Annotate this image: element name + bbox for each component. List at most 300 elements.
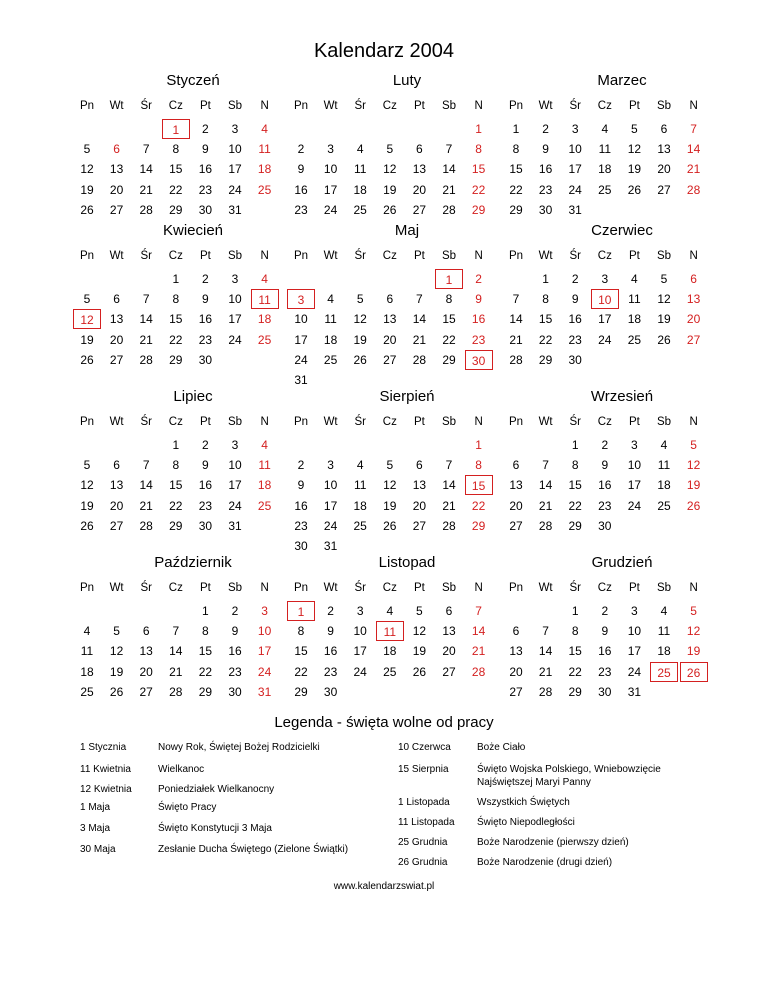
day-cell: 26 bbox=[383, 202, 397, 217]
day-cell: 23 bbox=[598, 664, 612, 679]
day-cell: 11 bbox=[657, 458, 671, 473]
legend-name: Boże Ciało bbox=[477, 742, 526, 753]
day-cell: 14 bbox=[412, 312, 427, 327]
day-cell: 11 bbox=[376, 621, 404, 641]
day-cell: 29 bbox=[568, 518, 582, 533]
day-cell: 2 bbox=[297, 142, 305, 157]
weekday-header: Śr bbox=[569, 250, 581, 262]
day-cell: 13 bbox=[509, 478, 523, 493]
day-cell: 9 bbox=[202, 458, 209, 473]
day-cell: 4 bbox=[261, 438, 268, 452]
weekday-header: Cz bbox=[597, 250, 612, 262]
day-cell: 29 bbox=[568, 684, 582, 699]
weekday-header: Sb bbox=[441, 582, 457, 594]
day-cell: 20 bbox=[109, 182, 124, 197]
legend-date: 12 Kwietnia bbox=[80, 784, 132, 795]
weekday-header: Wt bbox=[538, 582, 553, 594]
day-cell: 12 bbox=[627, 142, 642, 157]
legend-name: Wszystkich Świętych bbox=[477, 797, 570, 808]
day-cell: 29 bbox=[538, 352, 553, 367]
day-cell: 21 bbox=[686, 162, 701, 177]
day-cell: 14 bbox=[471, 624, 486, 639]
day-cell: 17 bbox=[627, 478, 642, 493]
weekday-header: Sb bbox=[441, 416, 457, 428]
day-cell: 14 bbox=[139, 162, 153, 177]
day-cell: 6 bbox=[512, 458, 520, 473]
month-block bbox=[502, 222, 742, 382]
day-cell: 30 bbox=[598, 684, 612, 699]
day-cell: 6 bbox=[416, 458, 423, 473]
weekday-header: Cz bbox=[597, 100, 612, 112]
weekday-header: Wt bbox=[109, 416, 124, 428]
day-cell: 6 bbox=[690, 272, 697, 286]
day-cell: 11 bbox=[353, 478, 367, 493]
weekday-header: N bbox=[260, 100, 269, 112]
day-cell: 7 bbox=[416, 292, 423, 307]
day-cell: 31 bbox=[257, 684, 272, 699]
day-cell: 15 bbox=[465, 475, 493, 495]
day-cell: 3 bbox=[231, 272, 239, 286]
day-cell: 20 bbox=[109, 332, 124, 347]
weekday-header: Wt bbox=[109, 582, 124, 594]
day-cell: 28 bbox=[442, 202, 456, 217]
day-cell: 13 bbox=[383, 312, 397, 327]
day-cell: 5 bbox=[83, 458, 91, 473]
day-cell: 30 bbox=[294, 539, 308, 553]
day-cell: 8 bbox=[542, 292, 549, 307]
day-cell: 31 bbox=[294, 373, 308, 387]
day-cell: 22 bbox=[169, 498, 183, 513]
day-cell: 10 bbox=[323, 478, 338, 493]
day-cell: 30 bbox=[538, 202, 553, 217]
day-cell: 20 bbox=[109, 498, 124, 513]
day-cell: 26 bbox=[109, 684, 124, 699]
day-cell: 22 bbox=[538, 332, 553, 347]
month-block bbox=[502, 388, 742, 548]
day-cell: 3 bbox=[231, 122, 239, 136]
day-cell: 24 bbox=[257, 664, 272, 679]
day-cell: 10 bbox=[228, 458, 242, 473]
day-cell: 20 bbox=[383, 332, 397, 347]
legend-date: 1 Listopada bbox=[398, 797, 450, 808]
day-cell: 28 bbox=[169, 684, 183, 699]
day-cell: 28 bbox=[509, 352, 523, 367]
day-cell: 4 bbox=[327, 292, 334, 307]
day-cell: 15 bbox=[294, 644, 308, 659]
day-cell: 12 bbox=[73, 309, 101, 329]
day-cell: 15 bbox=[442, 312, 456, 327]
day-cell: 18 bbox=[383, 644, 397, 659]
weekday-header: Cz bbox=[382, 582, 397, 594]
day-cell: 19 bbox=[412, 644, 427, 659]
day-cell: 26 bbox=[680, 662, 708, 682]
day-cell: 14 bbox=[139, 478, 153, 493]
day-cell: 12 bbox=[686, 624, 701, 639]
weekday-header: Śr bbox=[140, 100, 152, 112]
weekday-header: Sb bbox=[227, 100, 243, 112]
weekday-header: Wt bbox=[323, 416, 338, 428]
day-cell: 21 bbox=[412, 332, 427, 347]
day-cell: 5 bbox=[386, 142, 394, 157]
day-cell: 17 bbox=[598, 312, 612, 327]
day-cell: 12 bbox=[412, 624, 427, 639]
weekday-header: N bbox=[474, 416, 483, 428]
day-cell: 22 bbox=[442, 332, 456, 347]
day-cell: 8 bbox=[202, 624, 209, 639]
month-name: Lipiec bbox=[173, 388, 213, 405]
weekday-header: Wt bbox=[538, 250, 553, 262]
day-cell: 9 bbox=[327, 624, 334, 639]
day-cell: 21 bbox=[538, 498, 553, 513]
weekday-header: Cz bbox=[168, 250, 183, 262]
day-cell: 28 bbox=[139, 202, 153, 217]
day-cell: 23 bbox=[598, 498, 612, 513]
weekday-header: Sb bbox=[656, 416, 672, 428]
day-cell: 2 bbox=[475, 272, 482, 286]
day-cell: 3 bbox=[327, 458, 334, 473]
day-cell: 28 bbox=[686, 182, 701, 197]
day-cell: 13 bbox=[109, 312, 124, 327]
day-cell: 26 bbox=[686, 498, 701, 513]
day-cell: 21 bbox=[139, 182, 153, 197]
weekday-header: Pt bbox=[628, 100, 640, 112]
legend-date: 26 Grudnia bbox=[398, 857, 448, 868]
day-cell: 12 bbox=[80, 478, 94, 493]
day-cell: 6 bbox=[113, 292, 120, 307]
weekday-header: Sb bbox=[656, 100, 672, 112]
day-cell: 20 bbox=[139, 664, 153, 679]
day-cell: 31 bbox=[627, 684, 642, 699]
day-cell: 16 bbox=[471, 312, 486, 327]
legend-date: 15 Sierpnia bbox=[398, 764, 449, 775]
day-cell: 10 bbox=[294, 312, 308, 327]
day-cell: 25 bbox=[257, 182, 272, 197]
day-cell: 7 bbox=[445, 142, 453, 157]
day-cell: 2 bbox=[202, 438, 209, 452]
day-cell: 13 bbox=[412, 478, 427, 493]
day-cell: 11 bbox=[628, 292, 641, 307]
day-cell: 30 bbox=[228, 684, 242, 699]
day-cell: 20 bbox=[657, 162, 671, 177]
day-cell: 6 bbox=[386, 292, 394, 307]
legend-name: Święto Wojska Polskiego, Wniebowzięcie Najświętszej Maryi Panny bbox=[477, 764, 661, 788]
day-cell: 2 bbox=[542, 122, 549, 136]
day-cell: 16 bbox=[538, 162, 553, 177]
day-cell: 9 bbox=[542, 142, 549, 157]
day-cell: 7 bbox=[542, 458, 549, 473]
day-cell: 17 bbox=[568, 162, 582, 177]
day-cell: 24 bbox=[627, 498, 642, 513]
day-cell: 6 bbox=[512, 624, 520, 639]
day-cell: 19 bbox=[80, 332, 94, 347]
day-cell: 29 bbox=[169, 518, 183, 533]
day-cell: 14 bbox=[686, 142, 701, 157]
weekday-header: Sb bbox=[227, 416, 243, 428]
day-cell: 10 bbox=[228, 292, 242, 307]
day-cell: 8 bbox=[571, 624, 579, 639]
day-cell: 16 bbox=[294, 182, 308, 197]
day-cell: 19 bbox=[383, 498, 397, 513]
day-cell: 12 bbox=[657, 292, 671, 307]
day-cell: 12 bbox=[353, 312, 367, 327]
day-cell: 27 bbox=[412, 202, 427, 217]
month-name: Grudzień bbox=[591, 554, 653, 571]
weekday-header: Pn bbox=[508, 416, 524, 428]
weekday-header: Pn bbox=[293, 250, 309, 262]
weekday-header: Pt bbox=[413, 582, 425, 594]
weekday-header: Pn bbox=[293, 582, 309, 594]
day-cell: 1 bbox=[172, 272, 180, 286]
day-cell: 28 bbox=[412, 352, 427, 367]
month-block bbox=[73, 72, 313, 232]
day-cell: 17 bbox=[353, 644, 367, 659]
day-cell: 15 bbox=[198, 644, 213, 659]
weekday-header: Pn bbox=[293, 416, 309, 428]
day-cell: 19 bbox=[80, 498, 94, 513]
day-cell: 23 bbox=[538, 182, 553, 197]
day-cell: 31 bbox=[228, 202, 242, 217]
day-cell: 13 bbox=[139, 644, 153, 659]
day-cell: 8 bbox=[475, 142, 482, 157]
weekday-header: N bbox=[689, 250, 698, 262]
day-cell: 29 bbox=[471, 202, 486, 217]
month-name: Kwiecień bbox=[162, 222, 224, 239]
day-cell: 31 bbox=[568, 202, 582, 217]
day-cell: 9 bbox=[601, 458, 609, 473]
day-cell: 12 bbox=[686, 458, 701, 473]
day-cell: 24 bbox=[598, 332, 612, 347]
weekday-header: Wt bbox=[323, 100, 338, 112]
weekday-header: Pn bbox=[508, 250, 524, 262]
day-cell: 19 bbox=[686, 644, 701, 659]
day-cell: 2 bbox=[601, 604, 609, 618]
day-cell: 4 bbox=[83, 624, 91, 639]
weekday-header: Wt bbox=[109, 100, 124, 112]
day-cell: 8 bbox=[445, 292, 453, 307]
day-cell: 23 bbox=[568, 332, 582, 347]
day-cell: 3 bbox=[231, 438, 239, 452]
day-cell: 25 bbox=[353, 202, 367, 217]
day-cell: 5 bbox=[631, 122, 638, 136]
day-cell: 22 bbox=[169, 182, 183, 197]
weekday-header: Cz bbox=[382, 416, 397, 428]
day-cell: 19 bbox=[109, 664, 124, 679]
day-cell: 3 bbox=[601, 272, 609, 286]
day-cell: 30 bbox=[323, 684, 338, 699]
legend-name: Zesłanie Ducha Świętego (Zielone Świątki) bbox=[158, 844, 349, 855]
day-cell: 9 bbox=[601, 624, 609, 639]
day-cell: 1 bbox=[571, 438, 579, 452]
day-cell: 7 bbox=[142, 458, 150, 473]
day-cell: 6 bbox=[113, 142, 120, 157]
day-cell: 7 bbox=[475, 604, 482, 618]
day-cell: 20 bbox=[412, 182, 427, 197]
day-cell: 27 bbox=[509, 518, 523, 533]
day-cell: 4 bbox=[660, 438, 668, 452]
day-cell: 24 bbox=[228, 332, 242, 347]
day-cell: 26 bbox=[80, 518, 94, 533]
day-cell: 29 bbox=[294, 684, 308, 699]
day-cell: 23 bbox=[323, 664, 338, 679]
day-cell: 3 bbox=[287, 289, 315, 309]
day-cell: 28 bbox=[139, 518, 153, 533]
legend-date: 30 Maja bbox=[80, 844, 116, 855]
day-cell: 17 bbox=[228, 478, 242, 493]
day-cell: 14 bbox=[169, 644, 183, 659]
day-cell: 13 bbox=[442, 624, 456, 639]
day-cell: 9 bbox=[571, 292, 579, 307]
day-cell: 10 bbox=[323, 162, 338, 177]
day-cell: 9 bbox=[475, 292, 482, 307]
month-name: Czerwiec bbox=[591, 222, 653, 239]
legend-date: 1 Stycznia bbox=[80, 742, 127, 753]
day-cell: 13 bbox=[109, 162, 124, 177]
day-cell: 24 bbox=[323, 518, 338, 533]
day-cell: 10 bbox=[568, 142, 582, 157]
day-cell: 22 bbox=[471, 498, 486, 513]
day-cell: 21 bbox=[139, 332, 153, 347]
day-cell: 11 bbox=[258, 142, 271, 157]
day-cell: 29 bbox=[509, 202, 523, 217]
legend-date: 10 Czerwca bbox=[398, 742, 451, 753]
day-cell: 6 bbox=[416, 142, 423, 157]
month-block bbox=[287, 72, 527, 232]
day-cell: 25 bbox=[80, 684, 94, 699]
day-cell: 15 bbox=[568, 478, 582, 493]
day-cell: 27 bbox=[109, 518, 124, 533]
weekday-header: Śr bbox=[140, 250, 152, 262]
weekday-header: Pt bbox=[628, 582, 640, 594]
day-cell: 17 bbox=[323, 182, 338, 197]
day-cell: 25 bbox=[323, 352, 338, 367]
day-cell: 21 bbox=[169, 664, 183, 679]
day-cell: 22 bbox=[509, 182, 523, 197]
month-name: Sierpień bbox=[379, 388, 435, 405]
day-cell: 17 bbox=[627, 644, 642, 659]
day-cell: 12 bbox=[109, 644, 124, 659]
weekday-header: Pn bbox=[79, 100, 95, 112]
day-cell: 29 bbox=[198, 684, 213, 699]
day-cell: 13 bbox=[509, 644, 523, 659]
weekday-header: N bbox=[260, 416, 269, 428]
weekday-header: Śr bbox=[569, 416, 581, 428]
month-block bbox=[73, 554, 313, 714]
day-cell: 1 bbox=[475, 122, 482, 136]
day-cell: 5 bbox=[113, 624, 120, 639]
weekday-header: Śr bbox=[140, 416, 152, 428]
day-cell: 1 bbox=[287, 601, 315, 621]
day-cell: 17 bbox=[294, 332, 308, 347]
day-cell: 31 bbox=[323, 539, 338, 553]
weekday-header: Śr bbox=[569, 100, 581, 112]
legend-name: Boże Narodzenie (drugi dzień) bbox=[477, 857, 613, 868]
weekday-header: Śr bbox=[354, 582, 366, 594]
day-cell: 1 bbox=[571, 604, 579, 618]
weekday-header: Pt bbox=[628, 416, 640, 428]
day-cell: 15 bbox=[509, 162, 523, 177]
day-cell: 20 bbox=[509, 664, 523, 679]
weekday-header: Pt bbox=[413, 416, 425, 428]
month-block bbox=[502, 72, 742, 232]
month-name: Luty bbox=[392, 72, 422, 89]
day-cell: 7 bbox=[142, 142, 150, 157]
weekday-header: Wt bbox=[323, 250, 338, 262]
day-cell: 28 bbox=[538, 684, 553, 699]
day-cell: 22 bbox=[294, 664, 308, 679]
day-cell: 18 bbox=[598, 162, 612, 177]
weekday-header: N bbox=[689, 416, 698, 428]
day-cell: 30 bbox=[198, 518, 213, 533]
day-cell: 23 bbox=[294, 202, 308, 217]
weekday-header: Sb bbox=[227, 250, 243, 262]
legend-date: 1 Maja bbox=[80, 802, 111, 813]
day-cell: 23 bbox=[198, 182, 213, 197]
day-cell: 2 bbox=[202, 272, 209, 286]
day-cell: 30 bbox=[465, 350, 493, 370]
day-cell: 2 bbox=[601, 438, 609, 452]
day-cell: 17 bbox=[228, 312, 242, 327]
day-cell: 8 bbox=[172, 458, 180, 473]
day-cell: 14 bbox=[538, 478, 553, 493]
page-title: Kalendarz 2004 bbox=[313, 40, 455, 62]
day-cell: 10 bbox=[591, 289, 619, 309]
day-cell: 26 bbox=[412, 664, 427, 679]
day-cell: 19 bbox=[686, 478, 701, 493]
day-cell: 1 bbox=[475, 438, 482, 452]
day-cell: 13 bbox=[109, 478, 124, 493]
weekday-header: Sb bbox=[227, 582, 243, 594]
month-block bbox=[502, 554, 742, 714]
day-cell: 16 bbox=[323, 644, 338, 659]
day-cell: 26 bbox=[383, 518, 397, 533]
month-name: Maj bbox=[394, 222, 420, 239]
legend-name: Święto Konstytucji 3 Maja bbox=[158, 823, 272, 834]
day-cell: 4 bbox=[261, 272, 268, 286]
day-cell: 5 bbox=[660, 272, 668, 286]
legend-date: 3 Maja bbox=[80, 823, 111, 834]
day-cell: 18 bbox=[80, 664, 94, 679]
day-cell: 10 bbox=[627, 624, 642, 639]
day-cell: 4 bbox=[660, 604, 668, 618]
weekday-header: N bbox=[260, 582, 269, 594]
day-cell: 21 bbox=[442, 182, 456, 197]
day-cell: 13 bbox=[686, 292, 701, 307]
day-cell: 25 bbox=[353, 518, 367, 533]
day-cell: 17 bbox=[228, 162, 242, 177]
weekday-header: Pt bbox=[199, 416, 211, 428]
day-cell: 7 bbox=[690, 122, 697, 136]
day-cell: 13 bbox=[412, 162, 427, 177]
day-cell: 30 bbox=[568, 352, 582, 367]
day-cell: 10 bbox=[627, 458, 642, 473]
legend-name: Wielkanoc bbox=[158, 764, 205, 775]
day-cell: 27 bbox=[686, 332, 701, 347]
day-cell: 19 bbox=[353, 332, 367, 347]
day-cell: 25 bbox=[257, 332, 272, 347]
day-cell: 4 bbox=[601, 122, 609, 136]
weekday-header: Pt bbox=[199, 250, 211, 262]
day-cell: 8 bbox=[172, 292, 180, 307]
day-cell: 22 bbox=[471, 182, 486, 197]
day-cell: 14 bbox=[509, 312, 523, 327]
weekday-header: Pt bbox=[628, 250, 640, 262]
day-cell: 1 bbox=[202, 604, 209, 618]
day-cell: 23 bbox=[228, 664, 242, 679]
weekday-header: Cz bbox=[597, 582, 612, 594]
weekday-header: Pn bbox=[293, 100, 309, 112]
day-cell: 20 bbox=[509, 498, 523, 513]
day-cell: 6 bbox=[445, 604, 453, 618]
